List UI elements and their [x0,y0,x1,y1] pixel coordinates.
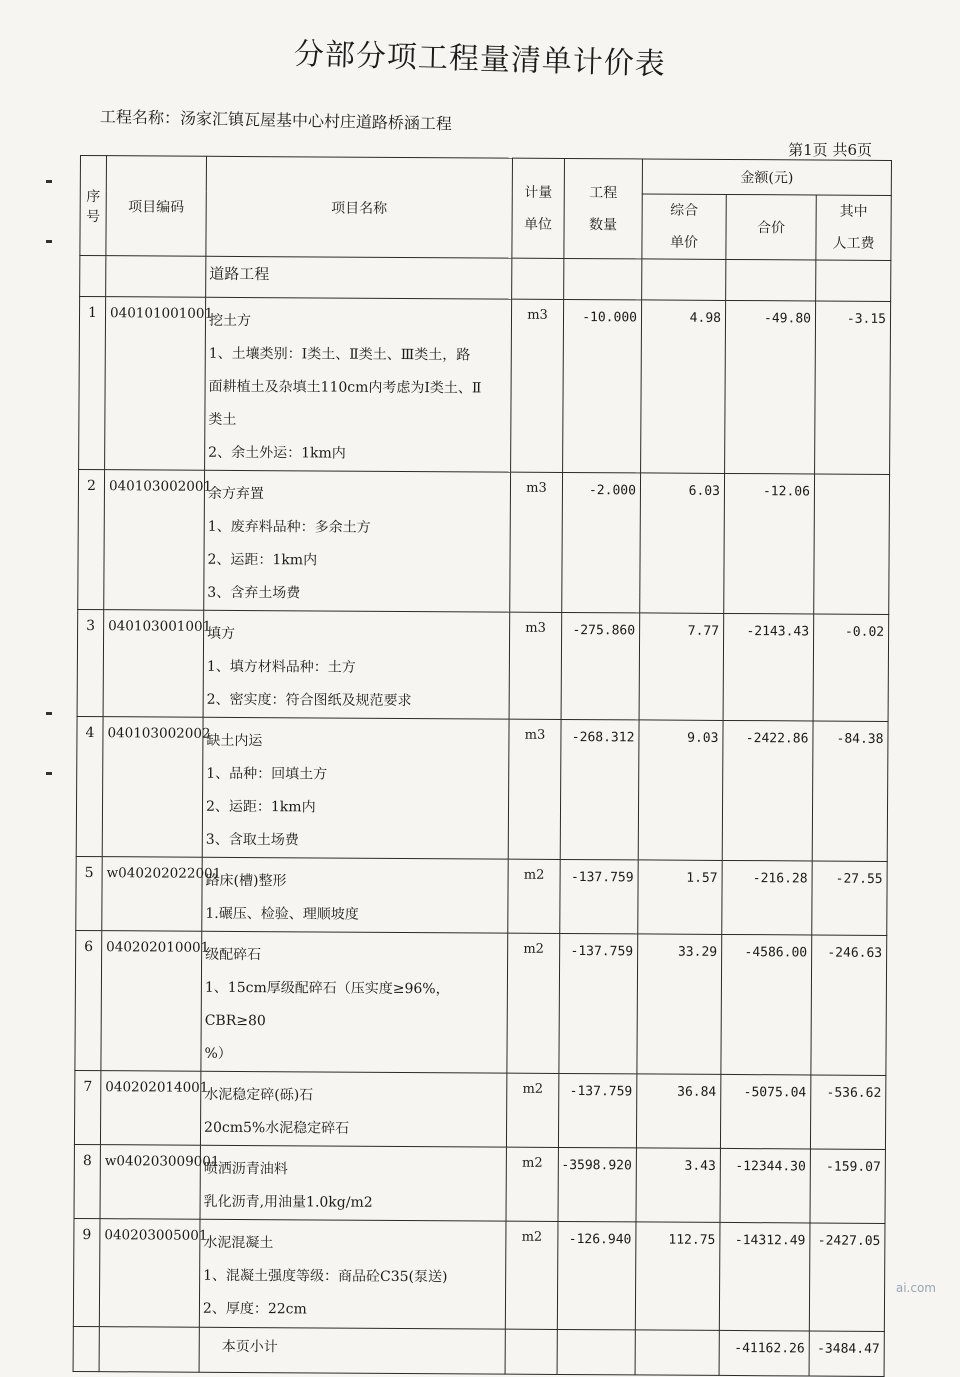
row-total: -12.06 [724,473,815,614]
row-quantity: -3598.920 [558,1147,636,1221]
row-description-line: 3、含取土场费 [205,831,299,849]
header-amount: 金额(元) [642,159,891,196]
row-seq: 1 [79,297,106,470]
section-label: 道路工程 [206,256,512,299]
row-total: -216.28 [722,860,812,935]
row-code: 040101001001 [105,297,206,471]
row-name-cell [200,1145,506,1221]
row-name-cell [201,931,508,1073]
row-seq: 3 [77,609,104,716]
row-labor [814,474,890,614]
row-seq: 8 [74,1144,100,1218]
row-name: 余方弃置 [207,485,264,503]
row-seq: 2 [78,469,105,609]
row-seq: 4 [76,716,103,856]
row-unit-price: 7.77 [639,613,724,721]
page-indicator: 第1页 共6页 [788,141,872,159]
row-unit: m2 [506,1073,558,1147]
table-row [79,297,891,475]
header-labor: 其中 人工费 [816,195,891,260]
row-description-line: 2、密实度：符合图纸及规范要求 [206,691,412,710]
row-name: 缺土内运 [206,732,263,750]
table-row [74,1070,885,1149]
header-name: 项目名称 [206,156,513,258]
row-description-line: 1、土壤类别：Ⅰ类土、Ⅱ类土、Ⅲ类土，路 [208,345,471,364]
row-total: -5075.04 [720,1074,810,1149]
row-code: 040103001001 [103,610,204,718]
row-name-cell [204,470,511,612]
header-total: 合价 [726,194,816,260]
table-row [76,856,887,935]
row-name: 水泥混凝土 [203,1234,274,1252]
row-labor: -27.55 [812,861,887,935]
row-name-cell [205,297,512,472]
header-unit: 计量 单位 [512,158,565,258]
row-name: 填方 [207,625,236,642]
header-quantity: 工程 数量 [564,158,643,258]
scan-mark [46,712,52,715]
scan-mark [46,772,52,775]
row-name-cell [200,1071,506,1147]
row-name-cell [202,717,509,859]
project-name: 工程名称：汤家汇镇瓦屋基中心村庄道路桥涵工程 [99,107,453,134]
watermark: ai.com [895,1281,936,1295]
row-description-line: 2、运距：1km内 [205,798,316,816]
row-code: 040203005001 [99,1219,200,1328]
row-quantity: -137.759 [560,859,638,933]
header-seq: 序号 [80,156,107,256]
row-unit: m3 [510,472,563,612]
row-quantity: -10.000 [563,299,642,472]
row-description-line: 1.碾压、检验、理顺坡度 [205,905,359,923]
row-name-cell [199,1219,506,1329]
row-labor: -536.62 [810,1075,885,1149]
row-description-line: 1、废弃料品种：多余土方 [207,518,371,536]
row-description-line: 面耕植土及杂填土110cm内考虑为Ⅰ类土、Ⅱ [208,378,482,397]
row-unit-price: 6.03 [640,473,725,614]
row-unit: m2 [508,859,560,933]
row-description-line: 1、填方材料品种：土方 [206,658,356,676]
row-seq: 6 [75,930,102,1070]
row-total: -4586.00 [721,934,812,1075]
row-unit-price: 4.98 [641,300,726,474]
table-row [78,469,890,614]
row-unit-price: 36.84 [636,1074,720,1149]
row-code: 040202010001 [101,931,202,1072]
row-code: w040202022001 [102,857,202,932]
row-quantity: -268.312 [560,719,639,859]
row-quantity: -137.759 [559,933,638,1073]
row-description-line: 1、15cm厚级配碎石（压实度≥96%，CBR≥80 [204,979,450,1030]
scan-mark [46,240,52,243]
row-quantity: -137.759 [558,1073,636,1147]
row-description-line: 1、混凝土强度等级：商品砼C35(泵送) [203,1267,448,1286]
row-code: 040202014001 [100,1071,200,1146]
scan-mark [46,180,52,183]
row-total: -14312.49 [719,1222,810,1331]
row-unit: m3 [511,299,564,472]
section-row [80,256,891,302]
row-unit-price: 9.03 [638,720,723,861]
row-description-line: 2、运距：1km内 [207,551,318,569]
row-name-cell [203,610,510,719]
row-quantity: -2.000 [562,472,641,612]
row-seq: 9 [73,1218,100,1326]
row-labor: -3.15 [815,301,891,474]
row-name: 水泥稳定碎(砾)石 [204,1086,314,1104]
row-labor: -2427.05 [809,1223,885,1331]
row-labor: -246.63 [811,935,887,1075]
row-labor: -0.02 [813,614,889,721]
row-code: 040103002001 [104,470,205,611]
row-unit: m2 [505,1221,558,1329]
row-name-cell [202,857,508,933]
row-seq: 5 [76,856,102,930]
row-labor: -159.07 [810,1149,885,1223]
row-code: w040203009001 [100,1145,200,1220]
table-row [76,716,888,861]
table-row [75,930,887,1075]
bill-of-quantities-table [73,155,892,1377]
row-description-line: 1、品种：回填土方 [206,765,328,783]
header-code: 项目编码 [106,156,207,257]
document-title: 分部分项工程量清单计价表 [293,36,667,83]
header-unit-price: 综合 单价 [642,194,726,260]
row-unit-price: 112.75 [635,1222,720,1331]
subtotal-label: 本页小计 [199,1327,505,1374]
row-name: 喷洒沥青油料 [203,1160,288,1178]
row-unit-price: 3.43 [636,1148,720,1223]
row-unit: m3 [509,612,562,719]
row-description-line: %） [204,1045,232,1062]
row-unit-price: 1.57 [638,860,722,935]
row-name: 级配碎石 [205,946,262,964]
row-total: -2143.43 [723,613,814,721]
row-total: -49.80 [725,300,816,474]
row-total: -12344.30 [720,1148,810,1223]
table-row [74,1144,885,1223]
row-unit: m3 [508,719,561,859]
row-description-line: 3、含弃土场费 [207,584,301,602]
row-name: 挖土方 [208,312,252,330]
row-quantity: -275.860 [561,612,640,719]
row-seq: 7 [74,1070,100,1144]
table-row [77,609,889,721]
subtotal-total: -41162.26 [719,1330,809,1376]
row-total: -2422.86 [722,720,813,861]
row-code: 040103002002 [102,717,203,858]
row-description-line: 2、厚度：22cm [202,1300,307,1318]
row-quantity: -126.940 [557,1221,636,1329]
row-unit: m2 [506,1147,558,1221]
row-description-line: 20cm5%水泥稳定碎石 [204,1119,350,1137]
subtotal-labor: -3484.47 [809,1331,884,1376]
row-labor: -84.38 [812,721,888,861]
row-unit: m2 [507,933,560,1073]
subtotal-row [73,1326,884,1376]
row-description-line: 类土 [208,411,237,428]
row-description-line: 2、余土外运：1km内 [208,444,346,462]
row-name: 路床(槽)整形 [205,872,287,890]
table-row [73,1218,885,1331]
row-unit-price: 33.29 [637,934,722,1075]
row-description-line: 乳化沥青,用油量1.0kg/m2 [203,1193,373,1211]
